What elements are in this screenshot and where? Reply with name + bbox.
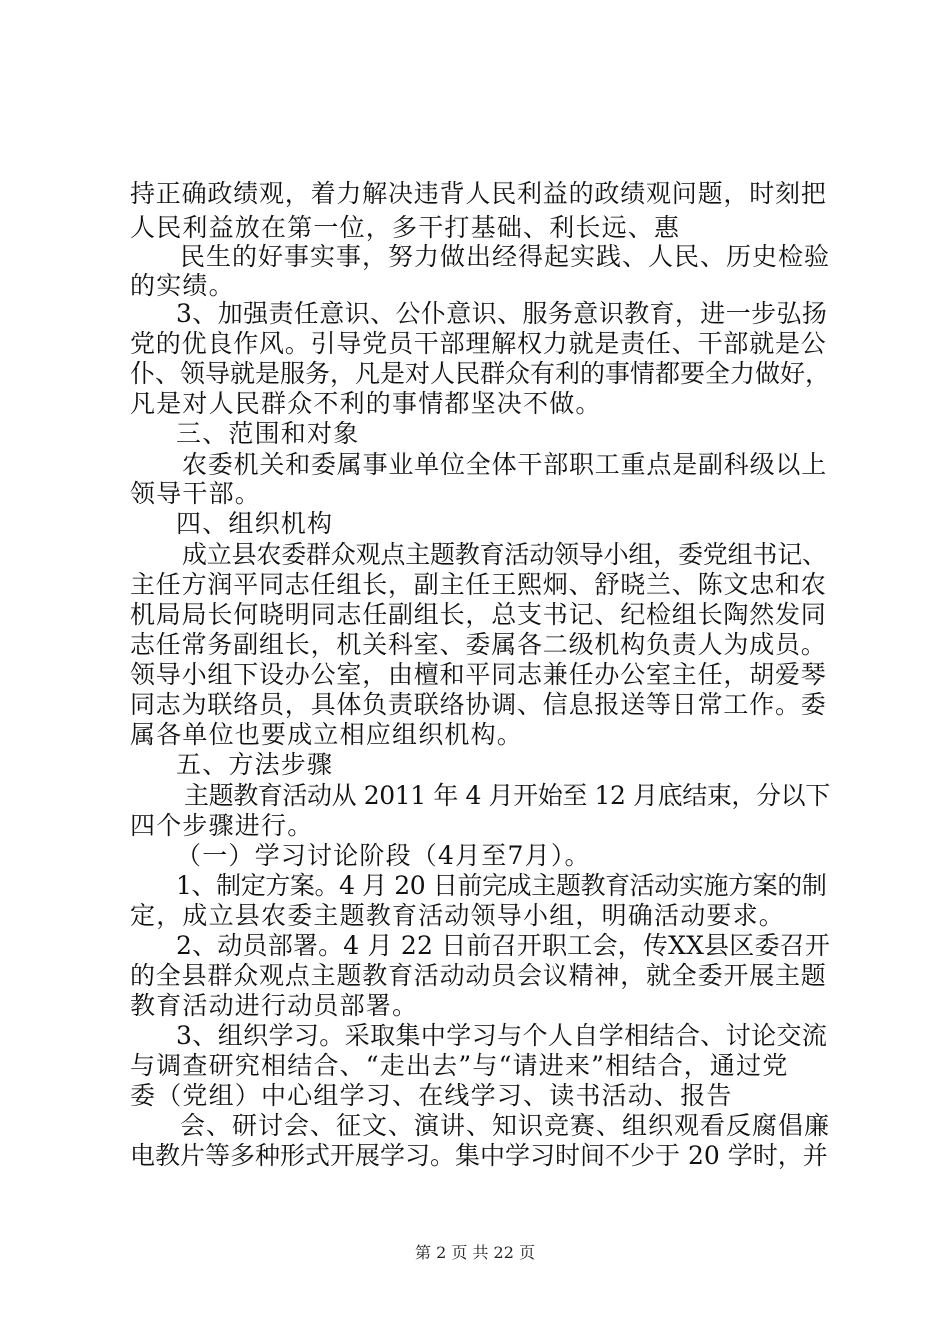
text-line: 主任方润平同志任组长，副主任王熙炯、舒晓兰、陈文忠和农 [130, 570, 827, 599]
text-line: 仆、领导就是服务，凡是对人民群众有利的事情都要全力做好， [130, 359, 831, 388]
text-line: 党的优良作风。引导党员干部理解权力就是责任、干部就是公 [130, 329, 827, 358]
text-line: 领导小组下设办公室，由檀和平同志兼任办公室主任，胡爱琴 [130, 660, 827, 689]
text-line: 电教片等多种形式开展学习。集中学习时间不少于 20 学时，并 [130, 1141, 828, 1170]
text-line: 主题教育活动从 2011 年 4 月开始至 12 月底结束，分以下 [184, 781, 830, 810]
text-line: 机局局长何晓明同志任副组长，总支书记、纪检组长陶然发同 [130, 600, 827, 629]
text-line: 人民利益放在第一位，多干打基础、利长远、惠 [130, 213, 681, 242]
section-heading: 四、组织机构 [176, 509, 334, 538]
text-line: 领导干部。 [130, 479, 262, 508]
text-line: 志任常务副组长，机关科室、委属各二级机构负责人为成员。 [130, 630, 827, 659]
text-line: 2、动员部署。4 月 22 日前召开职工会，传XX县区委召开 [176, 931, 831, 960]
page-footer: 第 2 页 共 22 页 [415, 1243, 535, 1262]
text-line: 与调查研究相结合、“走出去”与“请进来”相结合，通过党 [130, 1051, 789, 1080]
text-line: 民生的好事实事，努力做出经得起实践、人民、历史检验 [180, 242, 831, 271]
text-line: 的全县群众观点主题教育活动动员会议精神，就全委开展主题 [130, 961, 827, 990]
text-line: 教育活动进行动员部署。 [130, 991, 419, 1020]
subsection-heading: （一）学习讨论阶段（4月至7月）。 [176, 841, 591, 870]
section-heading: 五、方法步骤 [176, 750, 334, 779]
text-line: 委（党组）中心组学习、在线学习、读书活动、报告 [130, 1081, 733, 1110]
text-line: 3、组织学习。采取集中学习与个人自学相结合、讨论交流 [176, 1021, 828, 1050]
text-line: 持正确政绩观，着力解决违背人民利益的政绩观问题，时刻把 [130, 179, 827, 208]
section-heading: 三、范围和对象 [176, 419, 360, 448]
text-line: 定，成立县农委主题教育活动领导小组，明确活动要求。 [130, 901, 786, 930]
text-line: 农委机关和委属事业单位全体干部职工重点是副科级以上 [182, 450, 828, 479]
text-line: 属各单位也要成立相应组织机构。 [130, 720, 524, 749]
text-line: 同志为联络员，具体负责联络协调、信息报送等日常工作。委 [130, 690, 827, 719]
text-line: 成立县农委群众观点主题教育活动领导小组，委党组书记、 [182, 540, 827, 569]
text-line: 3、加强责任意识、公仆意识、服务意识教育，进一步弘扬 [176, 299, 828, 328]
text-line: 会、研讨会、征文、演讲、知识竞赛、组织观看反腐倡廉 [180, 1111, 831, 1140]
text-line: 凡是对人民群众不利的事情都坚决不做。 [130, 389, 602, 418]
text-line: 的实绩。 [130, 271, 235, 300]
text-line: 1、制定方案。4 月 20 日前完成主题教育活动实施方案的制 [176, 871, 827, 900]
text-line: 四个步骤进行。 [130, 811, 314, 840]
